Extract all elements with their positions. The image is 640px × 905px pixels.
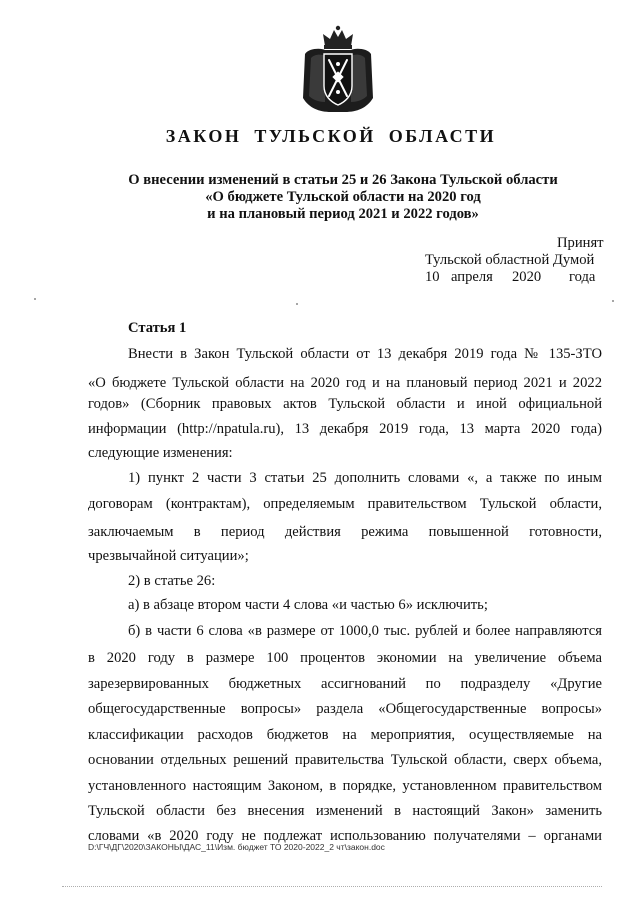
law-subtitle xyxy=(23,172,640,223)
body-line: а) в абзаце втором части 4 слова «и частью 6» исключить; xyxy=(128,597,488,613)
body-line: следующие изменения: xyxy=(88,445,233,461)
body-line: Тульской области без внесения изменений в настоящий Закон» заменить xyxy=(88,803,602,819)
scan-speck xyxy=(296,303,298,305)
body-line: общегосударственные вопросы» раздела «Общегосударственные вопросы» xyxy=(88,701,602,717)
adopted-by: Тульской областной Думой xyxy=(425,252,595,268)
scan-speck xyxy=(612,300,614,302)
subtitle-line: и на плановый период 2021 и 2022 годов» xyxy=(207,206,479,222)
body-line: «О бюджете Тульской области на 2020 год и на плановый период 2021 и 2022 xyxy=(88,375,602,391)
adopted-label: Принят xyxy=(557,235,604,251)
body-line: договорам (контрактам), определяемым правительством Тульской области, xyxy=(88,496,602,512)
body-line: классификации расходов бюджетов на мероприятия, осуществляемые на xyxy=(88,727,602,743)
body-line: чрезвычайной ситуации»; xyxy=(88,548,249,564)
body-line: годов» (Сборник правовых актов Тульской области и иной официальной xyxy=(88,396,602,412)
scan-edge-divider xyxy=(62,886,602,887)
body-line: основании отдельных решений правительства Тульской области, сверх объема, xyxy=(88,752,602,768)
body-line: зарезервированных бюджетных ассигнований по подразделу «Другие xyxy=(88,676,602,692)
body-line: 2) в статье 26: xyxy=(128,573,216,589)
adoption-year: 2020 xyxy=(512,269,542,285)
adoption-day: 10 xyxy=(425,269,440,285)
body-line: информации (http://npatula.ru), 13 декабря 2019 года, 13 марта 2020 года) xyxy=(88,421,602,437)
law-title: ЗАКОН ТУЛЬСКОЙ ОБЛАСТИ xyxy=(165,126,497,146)
article-heading: Статья 1 xyxy=(128,320,187,336)
body-line: словами «в 2020 году не подлежат использованию получателями – органами xyxy=(88,828,602,844)
tula-region-coat-of-arms-icon xyxy=(299,24,377,116)
body-line: б) в части 6 слова «в размере от 1000,0 тыс. рублей и более направляются xyxy=(128,623,602,639)
body-line: заключаемым в период действия режима повышенной готовности, xyxy=(88,524,602,540)
body-line: 1) пункт 2 части 3 статьи 25 дополнить словами «, а также по иным xyxy=(128,470,602,486)
file-path-footer: D:\ГЧ\ДГ\2020\ЗАКОНЫ\ДАС_11\Изм. бюджет ТО 2020-2022_2 чт\закон.doc xyxy=(88,842,385,852)
body-line: установленного настоящим Законом, в порядке, установленном правительством xyxy=(88,778,602,794)
adoption-month: апреля xyxy=(451,269,493,285)
body-line: Внести в Закон Тульской области от 13 декабря 2019 года № 135-ЗТО xyxy=(128,346,602,362)
subtitle-line: О внесении изменений в статьи 25 и 26 Закона Тульской области xyxy=(128,172,558,188)
scan-speck xyxy=(34,298,36,300)
body-line: в 2020 году в размере 100 процентов экономии на увеличение объема xyxy=(88,650,602,666)
subtitle-line: «О бюджете Тульской области на 2020 год xyxy=(205,189,481,205)
adoption-year-suffix: года xyxy=(569,269,596,285)
